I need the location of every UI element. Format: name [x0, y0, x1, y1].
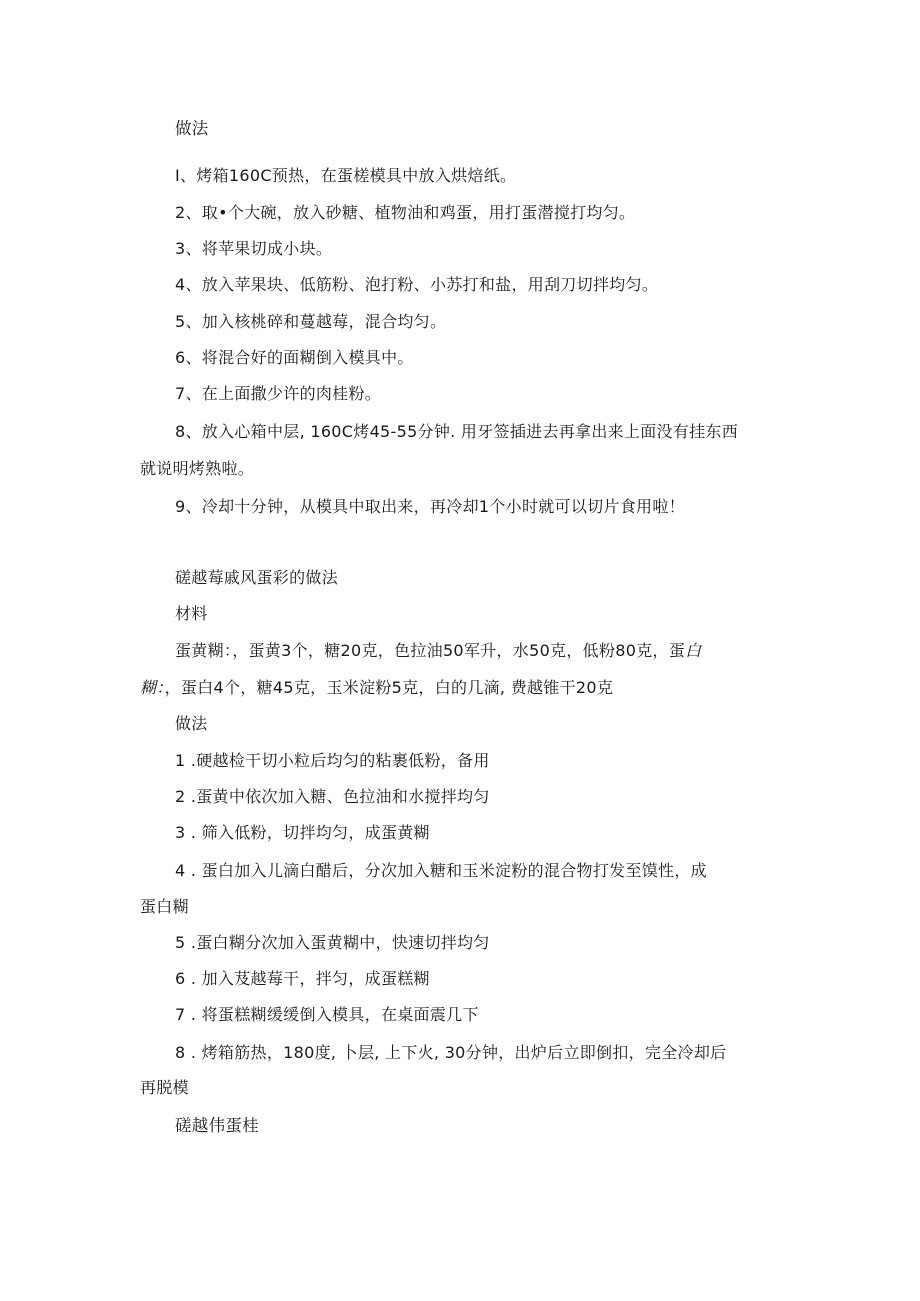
section2-step-4-continued: 蛋白糊	[140, 897, 189, 916]
materials-title: 材料	[175, 604, 208, 623]
section2-step-5: 5 .蛋白糊分次加入蛋黄糊中，快速切拌均匀	[175, 933, 490, 952]
section1-step-6: 6、将混合好的面糊倒入模具中。	[175, 348, 414, 367]
materials-line-2-italic: 糊：	[140, 678, 165, 697]
section2-step-8-continued: 再脱模	[140, 1078, 189, 1097]
section1-title: 做法	[175, 119, 209, 138]
section1-step-8: 8、放入心箱中层, 160C烤45-55分钟. 用牙签插进去再拿出来上面没有挂东西	[175, 422, 739, 441]
section1-step-8-continued: 就说明烤熟啦。	[140, 459, 255, 478]
method-title: 做法	[175, 714, 208, 733]
section1-step-3: 3、将苹果切成小块。	[175, 239, 333, 258]
section1-step-1: I、烤箱160C预热，在蛋槎模具中放入烘焙纸。	[175, 166, 517, 185]
section2-title: 磋越莓戚风蛋彩的做法	[175, 568, 339, 587]
section2-step-4: 4 . 蛋白加入儿滴白醋后，分次加入糖和玉米淀粉的混合物打发至馍性，成	[175, 861, 707, 880]
materials-line-1-italic: 白	[685, 641, 702, 660]
section2-step-2: 2 .蛋黄中依次加入糖、色拉油和水搅拌均匀	[175, 787, 490, 806]
section2-step-1: 1 .硬越检干切小粒后均匀的粘裹低粉，备用	[175, 751, 490, 770]
section2-step-8: 8 . 烤箱筋热，180度, 卜层, 上下火, 30分钟，出炉后立即倒扣，完全冷却后	[175, 1043, 727, 1062]
section2-step-7: 7 . 将蛋糕糊缓缓倒入模具，在桌面震几下	[175, 1005, 479, 1024]
materials-line-2	[140, 677, 613, 699]
section1-step-9: 9、冷却十分钟，从模具中取出来，再冷却1个小时就可以切片食用啦！	[175, 497, 685, 516]
section1-step-2: 2、取•个大碗，放入砂糖、植物油和鸡蛋，用打蛋潜搅打均匀。	[175, 203, 636, 222]
section3-title: 磋越伟蛋桂	[175, 1116, 259, 1135]
materials-line-1-text: 蛋黄糊：，蛋黄3个，糖20克，色拉油50军升，水50克，低粉80克，蛋	[175, 641, 686, 660]
section2-step-6: 6 . 加入芨越莓干，拌匀，成蛋糕糊	[175, 969, 430, 988]
section1-step-7: 7、在上面撒少许的肉桂粉。	[175, 384, 382, 403]
section1-step-5: 5、加入核桃碎和蔓越莓，混合均匀。	[175, 312, 447, 331]
materials-line-1	[175, 640, 701, 662]
materials-line-2-text: ，蛋白4个，糖45克，玉米淀粉5克，白的几滴, 费越锥干20克	[164, 678, 614, 697]
section2-step-3: 3 . 筛入低粉，切拌均匀，成蛋黄糊	[175, 823, 430, 842]
section1-step-4: 4、放入苹果块、低筋粉、泡打粉、小苏打和盐，用刮刀切拌均匀。	[175, 275, 659, 294]
